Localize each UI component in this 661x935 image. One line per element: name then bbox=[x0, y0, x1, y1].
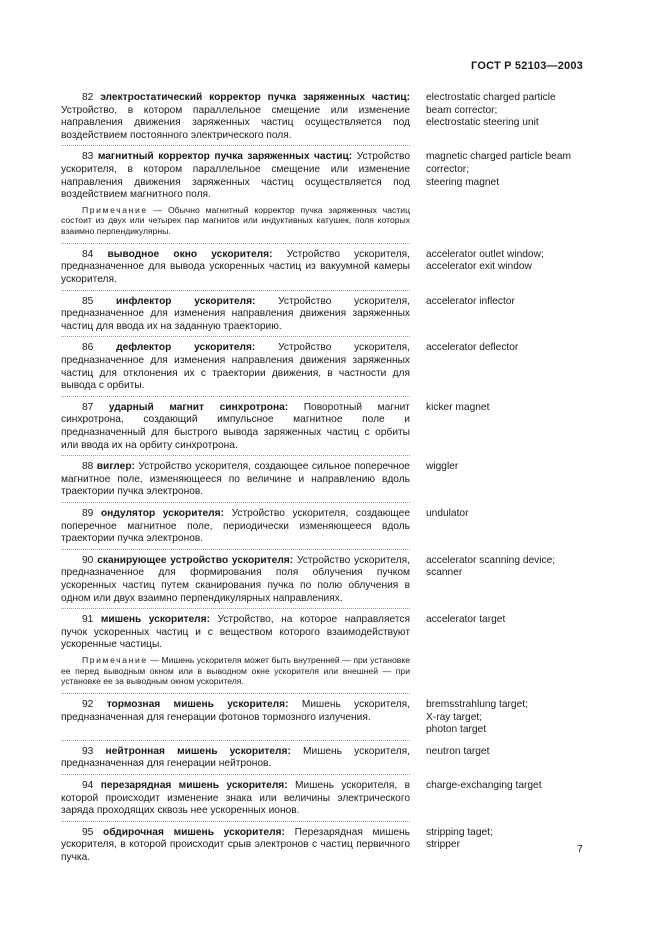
term-text: Устройство ускорителя, создающее поперечное магнитное поле, периодически изменяющееся вдоль траектории пучка электронов. bbox=[61, 507, 410, 545]
term-number: 91 bbox=[82, 614, 94, 626]
term-definition-ru bbox=[61, 92, 410, 142]
term-number: 94 bbox=[82, 779, 94, 791]
term-number: 89 bbox=[82, 507, 94, 519]
page-number: 7 bbox=[577, 843, 583, 855]
term-number: 95 bbox=[82, 826, 94, 838]
term-definition-ru bbox=[61, 461, 410, 499]
term-equivalent-en: accelerator inflector bbox=[426, 295, 515, 307]
term-separator bbox=[61, 740, 410, 741]
term-separator bbox=[61, 821, 410, 822]
term-text: Мишень ускорителя, предназначенная для генерации фотонов тормозного излучения. bbox=[61, 699, 410, 723]
term-name: нейтронная мишень ускорителя: bbox=[105, 745, 291, 757]
term-separator bbox=[61, 145, 410, 146]
term-number: 85 bbox=[82, 295, 94, 307]
term-name: мишень ускорителя: bbox=[100, 614, 210, 626]
term-entry bbox=[61, 780, 591, 818]
term-definition-ru bbox=[61, 699, 410, 724]
term-name: тормозная мишень ускорителя: bbox=[106, 699, 289, 710]
term-definition-ru bbox=[61, 342, 410, 392]
document-code: ГОСТ Р 52103—2003 bbox=[471, 60, 583, 72]
term-equivalent-en: bremsstrahlung target; X-ray target; photon target bbox=[426, 699, 528, 736]
term-entry bbox=[61, 555, 591, 605]
term-entry bbox=[61, 746, 591, 771]
term-equivalent-en: undulator bbox=[426, 507, 469, 519]
term-equivalent-en: wiggler bbox=[426, 461, 459, 473]
term-entry bbox=[61, 151, 591, 201]
note-label: Примечание bbox=[82, 654, 148, 665]
term-entry bbox=[61, 461, 591, 499]
term-definition-ru bbox=[61, 296, 410, 334]
term-equivalent-en: accelerator deflector bbox=[426, 342, 519, 354]
term-number: 87 bbox=[82, 401, 94, 413]
term-name: перезарядная мишень ускорителя: bbox=[100, 779, 288, 791]
term-entry bbox=[61, 342, 591, 392]
term-separator bbox=[61, 455, 410, 456]
term-text: Устройство, на которое направляется пучок ускоренных частиц и с веществом которого взаимодействуют ускоренные частицы. bbox=[61, 614, 410, 651]
term-separator bbox=[61, 693, 410, 694]
terms-list bbox=[61, 92, 591, 865]
term-name: виглер: bbox=[96, 461, 135, 473]
term-name: ондулятор ускорителя: bbox=[100, 507, 224, 519]
term-number: 86 bbox=[82, 342, 94, 354]
term-text: Мишень ускорителя, предназначенная для генерации нейтронов. bbox=[61, 745, 410, 770]
term-entry bbox=[61, 92, 591, 142]
term-definition-ru bbox=[61, 249, 410, 287]
term-separator bbox=[61, 243, 410, 244]
term-equivalent-en: electrostatic charged particle beam corrector; electrostatic steering unit bbox=[426, 92, 556, 129]
term-equivalent-en: neutron target bbox=[426, 745, 490, 757]
term-definition-ru bbox=[61, 746, 410, 771]
term-name: дефлектор ускорителя: bbox=[116, 342, 256, 354]
term-entry bbox=[61, 296, 591, 334]
term-equivalent-en: accelerator outlet window; accelerator exit window bbox=[426, 248, 544, 273]
term-text: Устройство ускорителя, предназначенное для формирования поля облучения пучком ускоренных частиц путем сканирования пучка по полю облучения в одном или двух взаимно перпендикулярных направлениях. bbox=[61, 554, 410, 604]
term-separator bbox=[61, 336, 410, 337]
term-separator bbox=[61, 549, 410, 550]
term-number: 88 bbox=[82, 461, 94, 473]
note-text: Обычно магнитный корректор пучка заряженных частиц состоит из двух или четырех пар магнитов или индуктивных катушек, поля которых взаимно перпендикулярны. bbox=[61, 204, 410, 237]
term-text: Устройство ускорителя, предназначенное для вывода ускоренных частиц из вакуумной камеры ускорителя. bbox=[61, 248, 410, 286]
term-separator bbox=[61, 290, 410, 291]
term-separator bbox=[61, 608, 410, 609]
term-name: электростатический корректор пучка заряженных частиц: bbox=[100, 92, 410, 103]
term-equivalent-en: magnetic charged particle beam corrector; steering magnet bbox=[426, 151, 571, 188]
term-definition-ru bbox=[61, 508, 410, 546]
term-number: 82 bbox=[82, 92, 94, 103]
term-text: Мишень ускорителя, в которой происходит изменение знака или величины электрического заряда проходящих сквозь нее ускоренных ионов. bbox=[61, 779, 410, 817]
note: Примечание — Мишень ускорителя может быть внутренней — при установке ее перед выводным окном или в выводном окне ускорителя или внешней — при установке ее за выводным окном ускорителя. bbox=[61, 654, 410, 687]
term-equivalent-en: kicker magnet bbox=[426, 401, 490, 413]
term-separator bbox=[61, 502, 410, 503]
term-separator bbox=[61, 396, 410, 397]
term-text: Поворотный магнит синхротрона, создающий импульсное магнитное поле и предназначенный для быстрого вывода заряженных частиц с орбиты или ввода их на орбиту синхротрона. bbox=[61, 401, 410, 451]
term-equivalent-en: accelerator scanning device; scanner bbox=[426, 554, 556, 579]
term-number: 93 bbox=[82, 745, 94, 757]
term-definition-ru bbox=[61, 151, 410, 201]
note-text: Мишень ускорителя может быть внутренней — при установке ее перед выводным окном или в выводном окне ускорителя или внешней — при установке ее за выводным окном ускорителя. bbox=[61, 654, 410, 687]
term-name: выводное окно ускорителя: bbox=[107, 248, 273, 260]
term-number: 83 bbox=[82, 151, 94, 163]
term-equivalent-en: stripping taget; stripper bbox=[426, 826, 493, 851]
term-entry bbox=[61, 614, 591, 652]
term-name: ударный магнит синхротрона: bbox=[108, 401, 289, 413]
term-separator bbox=[61, 774, 410, 775]
term-entry bbox=[61, 402, 591, 452]
term-definition-ru bbox=[61, 780, 410, 818]
term-text: Устройство ускорителя, создающее сильное поперечное магнитное поле, изменяющееся по величине и направлению вдоль траектории пучка электронов. bbox=[61, 461, 410, 498]
term-definition-ru bbox=[61, 614, 410, 652]
term-entry bbox=[61, 699, 591, 737]
term-text: Устройство ускорителя, предназначенное для изменения направления движения заряженных частиц для отклонения их с траектории движения, в частности для вывода с орбиты. bbox=[61, 342, 410, 392]
term-number: 90 bbox=[82, 554, 94, 566]
term-definition-ru bbox=[61, 402, 410, 452]
term-name: обдирочная мишень ускорителя: bbox=[103, 826, 285, 838]
term-text: Перезарядная мишень ускорителя, в которой происходит срыв электронов с частиц первичного пучка. bbox=[61, 826, 410, 863]
term-text: Устройство, в котором параллельное смещение или изменение направления движения заряженных частиц осуществляется под воздействием постоянного электрического поля. bbox=[61, 104, 410, 141]
term-text: Устройство ускорителя, предназначенное для изменения направления движения заряженных частиц для ввода их на заданную траекторию. bbox=[61, 295, 410, 332]
term-number: 84 bbox=[82, 248, 94, 260]
term-entry bbox=[61, 508, 591, 546]
term-name: магнитный корректор пучка заряженных частиц: bbox=[97, 151, 353, 163]
term-definition-ru bbox=[61, 555, 410, 605]
term-entry bbox=[61, 827, 591, 865]
term-definition-ru bbox=[61, 827, 410, 865]
term-equivalent-en: accelerator target bbox=[426, 614, 506, 626]
note-label: Примечание bbox=[82, 204, 148, 215]
term-name: сканирующее устройство ускорителя: bbox=[97, 554, 294, 566]
term-name: инфлектор ускорителя: bbox=[116, 295, 256, 307]
note: Примечание — Обычно магнитный корректор пучка заряженных частиц состоит из двух или четырех пар магнитов или индуктивных катушек, поля которых взаимно перпендикулярны. bbox=[61, 204, 410, 237]
term-text: Устройство ускорителя, в котором параллельное смещение или изменение направления движения заряженных частиц осуществляется под воздействием магнитного поля. bbox=[61, 151, 410, 201]
term-equivalent-en: charge-exchanging target bbox=[426, 779, 542, 791]
term-entry bbox=[61, 249, 591, 287]
term-number: 92 bbox=[82, 699, 94, 710]
